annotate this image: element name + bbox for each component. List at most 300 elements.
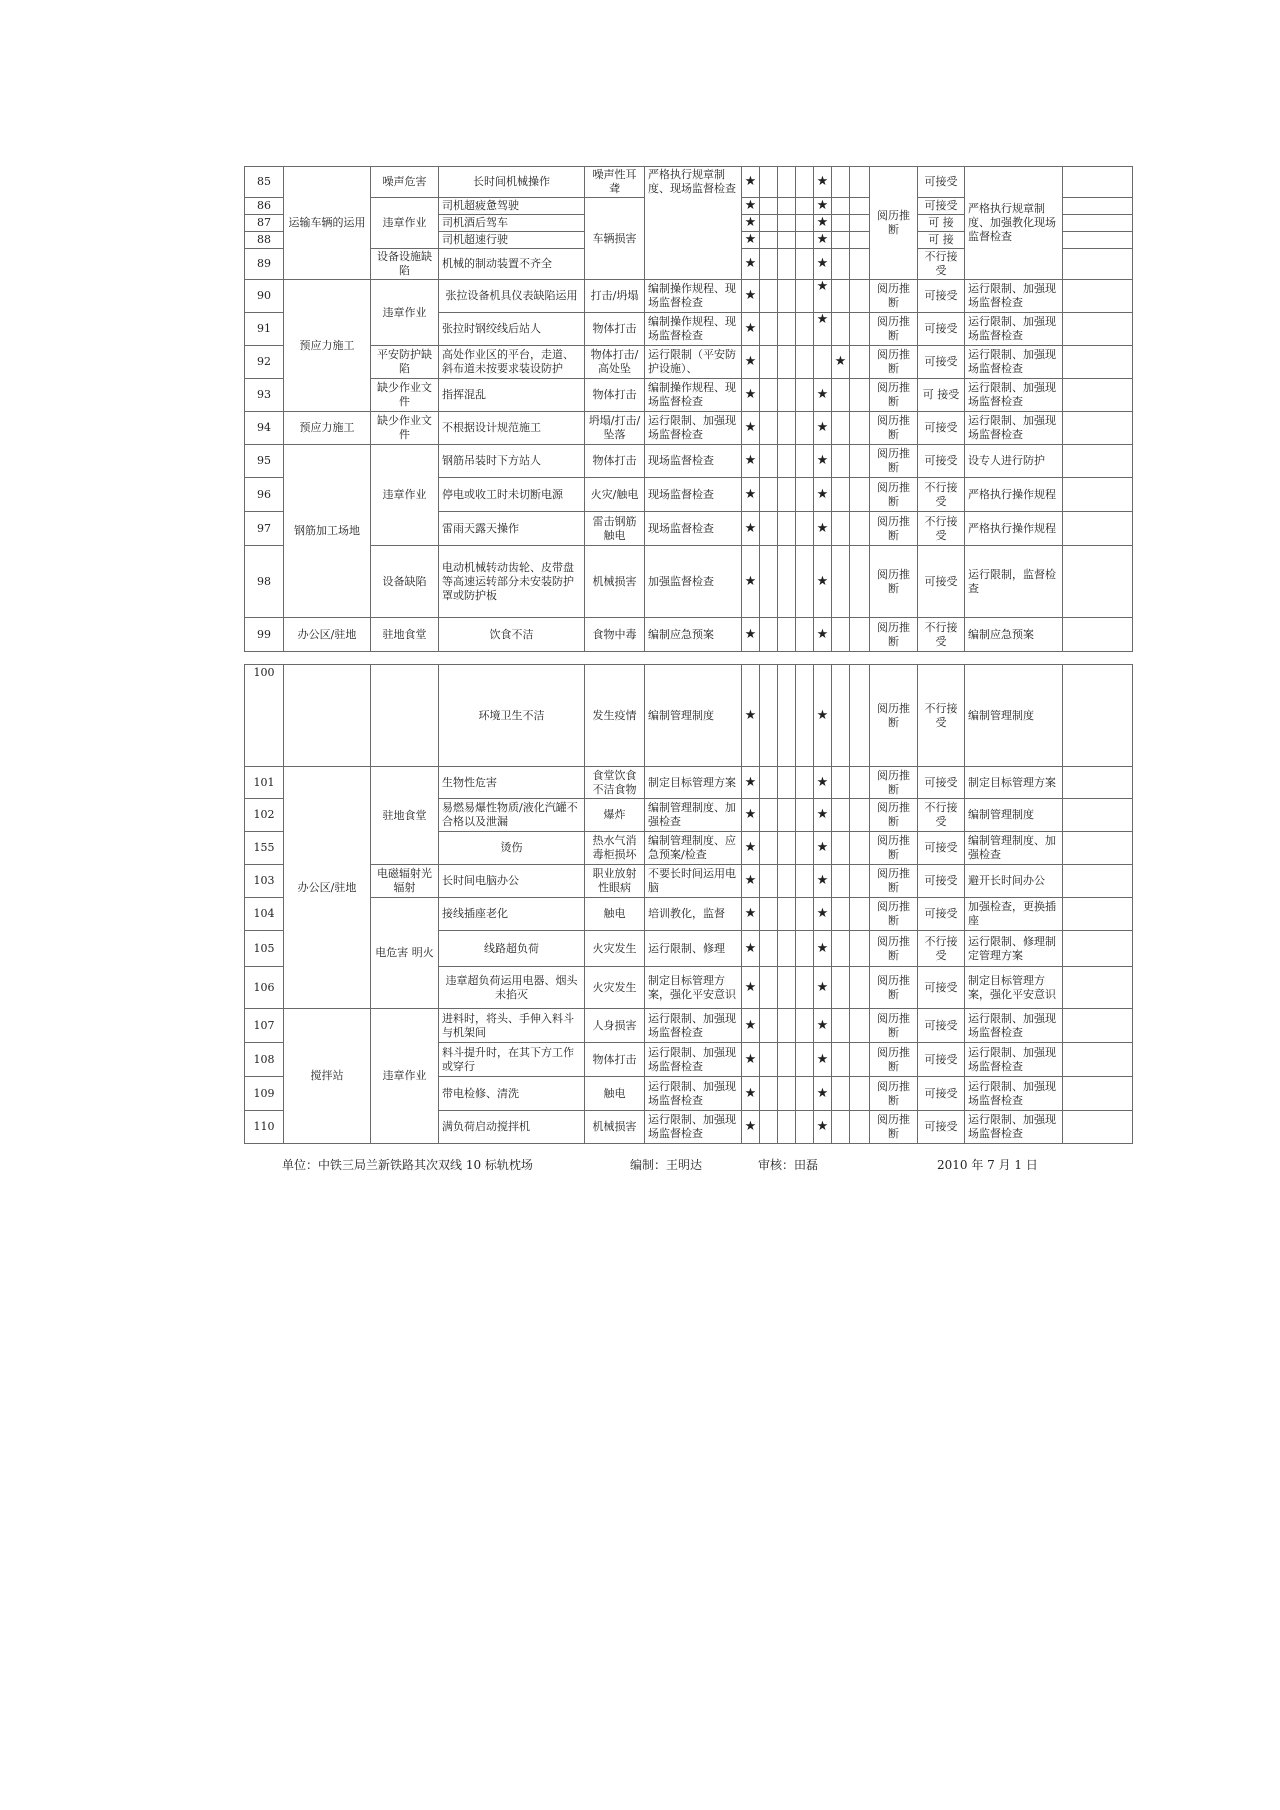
star-icon: ★ (814, 1111, 832, 1144)
empty-cell (284, 665, 371, 767)
hazard-cell: 烫伤 (439, 832, 585, 865)
method-cell: 阅历推断 (870, 665, 918, 767)
row-number: 88 (245, 232, 284, 249)
control-cell: 编制管理制度、加强检查 (645, 799, 742, 832)
row-number: 92 (245, 346, 284, 379)
method-cell: 阅历推断 (870, 346, 918, 379)
empty-cell (778, 967, 796, 1009)
empty-cell (778, 167, 796, 198)
hazard-cell: 违章超负荷运用电器、烟头未掐灭 (439, 967, 585, 1009)
empty-cell (832, 379, 850, 412)
table-row (245, 412, 1133, 445)
empty-cell (1063, 478, 1133, 512)
empty-cell (796, 665, 814, 767)
empty-cell (1063, 1077, 1133, 1111)
empty-cell (850, 346, 870, 379)
measure-cell: 加强检查，更换插座 (965, 898, 1063, 931)
control-cell: 制定目标管理方案，强化平安意识 (645, 967, 742, 1009)
empty-cell (760, 232, 778, 249)
empty-cell (1063, 249, 1133, 280)
star-icon: ★ (742, 799, 760, 832)
row-number: 96 (245, 478, 284, 512)
table-row (245, 665, 1133, 767)
result-cell: 物体打击 (585, 313, 645, 346)
acceptance-cell: 可接受 (918, 546, 965, 618)
empty-cell (796, 967, 814, 1009)
empty-cell (760, 280, 778, 313)
empty-cell (778, 445, 796, 478)
empty-cell (796, 445, 814, 478)
area-cell: 预应力施工 (284, 280, 371, 412)
empty-cell (796, 346, 814, 379)
row-number: 108 (245, 1043, 284, 1077)
empty-cell (778, 249, 796, 280)
result-cell: 机械损害 (585, 1111, 645, 1144)
empty-cell (1063, 198, 1133, 215)
star-icon: ★ (814, 546, 832, 618)
empty-cell (778, 346, 796, 379)
category-cell: 违章作业 (371, 198, 439, 249)
star-icon: ★ (742, 379, 760, 412)
empty-cell (778, 931, 796, 967)
result-cell: 机械损害 (585, 546, 645, 618)
table-row (245, 898, 1133, 931)
control-cell: 编制操作规程、现场监督检查 (645, 280, 742, 313)
control-cell: 现场监督检查 (645, 478, 742, 512)
star-icon: ★ (742, 865, 760, 898)
star-icon: ★ (742, 346, 760, 379)
empty-cell (1063, 931, 1133, 967)
empty-cell (850, 249, 870, 280)
control-cell: 编制管理制度、应急预案/检查 (645, 832, 742, 865)
star-icon: ★ (814, 865, 832, 898)
result-cell: 触电 (585, 1077, 645, 1111)
empty-cell (850, 313, 870, 346)
star-icon: ★ (742, 1077, 760, 1111)
measure-cell: 设专人进行防护 (965, 445, 1063, 478)
hazard-cell: 料斗提升时，在其下方工作或穿行 (439, 1043, 585, 1077)
result-cell: 热水气消毒柜损坏 (585, 832, 645, 865)
empty-cell (850, 546, 870, 618)
category-cell: 电危害 明火 (371, 898, 439, 1009)
method-cell: 阅历推断 (870, 1009, 918, 1043)
category-cell: 设备设施缺陷 (371, 249, 439, 280)
acceptance-cell: 不行接受 (918, 249, 965, 280)
empty-cell (778, 1077, 796, 1111)
empty-cell (1063, 412, 1133, 445)
method-cell: 阅历推断 (870, 379, 918, 412)
star-icon: ★ (814, 931, 832, 967)
empty-cell (832, 512, 850, 546)
control-cell: 运行限制、加强现场监督检查 (645, 1111, 742, 1144)
method-cell: 阅历推断 (870, 280, 918, 313)
hazard-cell: 雷雨天露天操作 (439, 512, 585, 546)
result-cell: 人身损害 (585, 1009, 645, 1043)
acceptance-cell: 可接受 (918, 1111, 965, 1144)
measure-cell: 制定目标管理方案 (965, 767, 1063, 799)
empty-cell (850, 799, 870, 832)
area-cell: 搅拌站 (284, 1009, 371, 1144)
empty-cell (760, 445, 778, 478)
empty-cell (832, 167, 850, 198)
star-icon: ★ (742, 767, 760, 799)
result-cell: 触电 (585, 898, 645, 931)
date-label: 2010 年 7 月 1 日 (937, 1158, 1038, 1172)
area-cell: 办公区/驻地 (284, 618, 371, 652)
method-cell: 阅历推断 (870, 931, 918, 967)
star-icon: ★ (814, 967, 832, 1009)
star-icon: ★ (814, 412, 832, 445)
empty-cell (371, 665, 439, 767)
hazard-cell: 长时间机械操作 (439, 167, 585, 198)
empty-cell (760, 665, 778, 767)
row-number: 90 (245, 280, 284, 313)
empty-cell (778, 478, 796, 512)
result-cell: 物体打击/高处坠 (585, 346, 645, 379)
measure-cell: 编制管理制度、加强检查 (965, 832, 1063, 865)
control-cell: 编制操作规程、现场监督检查 (645, 379, 742, 412)
area-cell: 钢筋加工场地 (284, 445, 371, 618)
empty-cell (796, 931, 814, 967)
measure-cell: 运行限制、加强现场监督检查 (965, 1077, 1063, 1111)
star-icon: ★ (814, 512, 832, 546)
empty-cell (778, 379, 796, 412)
result-cell: 爆炸 (585, 799, 645, 832)
star-icon: ★ (742, 832, 760, 865)
empty-cell (850, 167, 870, 198)
row-number: 93 (245, 379, 284, 412)
row-number: 86 (245, 198, 284, 215)
control-cell: 加强监督检查 (645, 546, 742, 618)
empty-cell (850, 379, 870, 412)
star-icon: ★ (742, 618, 760, 652)
empty-cell (1063, 1009, 1133, 1043)
empty-cell (778, 799, 796, 832)
hazard-cell: 高处作业区的平台，走道、斜布道未按要求装设防护 (439, 346, 585, 379)
category-cell: 违章作业 (371, 445, 439, 546)
control-cell: 编制管理制度 (645, 665, 742, 767)
category-cell: 平安防护缺陷 (371, 346, 439, 379)
table-row (245, 167, 1133, 198)
empty-cell (832, 865, 850, 898)
hazard-cell: 机械的制动装置不齐全 (439, 249, 585, 280)
empty-cell (832, 1009, 850, 1043)
measure-cell: 严格执行操作规程 (965, 478, 1063, 512)
star-icon: ★ (742, 512, 760, 546)
star-icon: ★ (814, 280, 832, 313)
star-icon: ★ (742, 478, 760, 512)
star-icon: ★ (814, 249, 832, 280)
empty-cell (1063, 618, 1133, 652)
signature-footer (282, 1156, 1112, 1174)
empty-cell (832, 232, 850, 249)
result-cell: 火灾/触电 (585, 478, 645, 512)
method-cell: 阅历推断 (870, 1043, 918, 1077)
method-cell: 阅历推断 (870, 512, 918, 546)
measure-cell: 运行限制、修理制定管理方案 (965, 931, 1063, 967)
measure-cell: 编制管理制度 (965, 665, 1063, 767)
empty-cell (796, 167, 814, 198)
method-cell: 阅历推断 (870, 618, 918, 652)
star-icon: ★ (814, 379, 832, 412)
empty-cell (1063, 546, 1133, 618)
measure-cell: 编制管理制度 (965, 799, 1063, 832)
empty-cell (760, 1009, 778, 1043)
result-cell: 打击/坍塌 (585, 280, 645, 313)
empty-cell (850, 865, 870, 898)
acceptance-cell: 不行接受 (918, 512, 965, 546)
hazard-cell: 电动机械转动齿轮、皮带盘等高速运转部分未安装防护罩或防护板 (439, 546, 585, 618)
hazard-cell: 司机酒后驾车 (439, 215, 585, 232)
star-icon: ★ (742, 313, 760, 346)
empty-cell (760, 898, 778, 931)
method-cell: 阅历推断 (870, 412, 918, 445)
empty-cell (778, 546, 796, 618)
table-row (245, 280, 1133, 313)
acceptance-cell: 可接受 (918, 865, 965, 898)
empty-cell (778, 618, 796, 652)
acceptance-cell: 可接受 (918, 1043, 965, 1077)
hazard-cell: 接线插座老化 (439, 898, 585, 931)
empty-cell (796, 232, 814, 249)
result-cell: 雷击钢筋触电 (585, 512, 645, 546)
measure-cell: 运行限制、加强现场监督检查 (965, 1043, 1063, 1077)
category-cell: 电磁辐射光辐射 (371, 865, 439, 898)
empty-cell (778, 313, 796, 346)
empty-cell (850, 445, 870, 478)
empty-cell (796, 767, 814, 799)
method-cell: 阅历推断 (870, 478, 918, 512)
empty-cell (832, 412, 850, 445)
star-icon: ★ (814, 799, 832, 832)
empty-cell (850, 618, 870, 652)
star-icon: ★ (814, 767, 832, 799)
star-icon: ★ (742, 931, 760, 967)
empty-cell (796, 478, 814, 512)
star-icon: ★ (742, 445, 760, 478)
empty-cell (760, 478, 778, 512)
empty-cell (778, 665, 796, 767)
empty-cell (1063, 346, 1133, 379)
result-cell: 物体打击 (585, 379, 645, 412)
table-row (245, 445, 1133, 478)
empty-cell (1063, 967, 1133, 1009)
hazard-cell: 环境卫生不洁 (439, 665, 585, 767)
row-number: 155 (245, 832, 284, 865)
empty-cell (1063, 665, 1133, 767)
empty-cell (760, 249, 778, 280)
hazard-cell: 满负荷启动搅拌机 (439, 1111, 585, 1144)
result-cell: 食堂饮食不洁食物 (585, 767, 645, 799)
row-number: 99 (245, 618, 284, 652)
empty-cell (1063, 832, 1133, 865)
empty-cell (1063, 512, 1133, 546)
star-icon: ★ (742, 1111, 760, 1144)
empty-cell (832, 665, 850, 767)
method-cell: 阅历推断 (870, 445, 918, 478)
empty-cell (850, 967, 870, 1009)
row-number: 95 (245, 445, 284, 478)
hazard-cell: 停电或收工时未切断电源 (439, 478, 585, 512)
empty-cell (796, 512, 814, 546)
empty-cell (850, 665, 870, 767)
empty-cell (760, 767, 778, 799)
empty-cell (850, 215, 870, 232)
empty-cell (832, 1111, 850, 1144)
star-icon: ★ (814, 665, 832, 767)
empty-cell (832, 1077, 850, 1111)
empty-cell (760, 1111, 778, 1144)
empty-cell (1063, 767, 1133, 799)
hazard-cell: 带电检修、清洗 (439, 1077, 585, 1111)
empty-cell (760, 546, 778, 618)
star-icon: ★ (742, 280, 760, 313)
control-cell: 运行限制、修理 (645, 931, 742, 967)
empty-cell (850, 767, 870, 799)
star-icon: ★ (742, 215, 760, 232)
measure-cell: 编制应急预案 (965, 618, 1063, 652)
hazard-cell: 钢筋吊装时下方站人 (439, 445, 585, 478)
row-number: 87 (245, 215, 284, 232)
empty-cell (832, 313, 850, 346)
empty-cell (760, 1043, 778, 1077)
empty-cell (760, 865, 778, 898)
empty-cell (1063, 865, 1133, 898)
empty-cell (1063, 799, 1133, 832)
category-cell: 驻地食堂 (371, 767, 439, 865)
acceptance-cell: 可接受 (918, 1077, 965, 1111)
row-number: 89 (245, 249, 284, 280)
empty-cell (778, 232, 796, 249)
star-icon: ★ (814, 832, 832, 865)
empty-cell (796, 1043, 814, 1077)
empty-cell (850, 1043, 870, 1077)
empty-cell (832, 967, 850, 1009)
empty-cell (778, 1043, 796, 1077)
row-number: 103 (245, 865, 284, 898)
empty-cell (778, 898, 796, 931)
empty-cell (760, 618, 778, 652)
empty-cell (778, 1009, 796, 1043)
row-number: 105 (245, 931, 284, 967)
result-cell: 车辆损害 (585, 198, 645, 280)
empty-cell (796, 832, 814, 865)
empty-cell (850, 198, 870, 215)
hazard-cell: 长时间电脑办公 (439, 865, 585, 898)
empty-cell (832, 767, 850, 799)
result-cell: 发生疫情 (585, 665, 645, 767)
editor-label: 编制：王明达 (630, 1158, 703, 1172)
method-cell: 阅历推断 (870, 967, 918, 1009)
hazard-cell: 饮食不洁 (439, 618, 585, 652)
empty-cell (760, 198, 778, 215)
row-number: 102 (245, 799, 284, 832)
empty-cell (760, 967, 778, 1009)
empty-cell (832, 198, 850, 215)
acceptance-cell: 不行接受 (918, 799, 965, 832)
star-icon: ★ (814, 445, 832, 478)
star-icon: ★ (814, 1043, 832, 1077)
acceptance-cell: 可接受 (918, 898, 965, 931)
risk-table-1 (244, 166, 1133, 652)
reviewer-label: 审核：田磊 (758, 1158, 819, 1172)
method-cell: 阅历推断 (870, 313, 918, 346)
control-cell: 运行限制、加强现场监督检查 (645, 412, 742, 445)
measure-cell: 严格执行规章制度、加强教化现场监督检查 (965, 167, 1063, 280)
empty-cell (832, 1043, 850, 1077)
star-icon: ★ (814, 1077, 832, 1111)
star-icon: ★ (742, 167, 760, 198)
control-cell: 编制操作规程、现场监督检查 (645, 313, 742, 346)
control-cell: 编制应急预案 (645, 618, 742, 652)
control-cell: 现场监督检查 (645, 512, 742, 546)
acceptance-cell: 可 接受 (918, 379, 965, 412)
control-cell: 运行限制（平安防护设施）、 (645, 346, 742, 379)
control-cell: 培训教化，监督 (645, 898, 742, 931)
hazard-cell: 不根据设计规范施工 (439, 412, 585, 445)
category-cell: 噪声危害 (371, 167, 439, 198)
category-cell: 设备缺陷 (371, 546, 439, 618)
empty-cell (796, 1111, 814, 1144)
row-number: 109 (245, 1077, 284, 1111)
table-row (245, 618, 1133, 652)
hazard-cell: 生物性危害 (439, 767, 585, 799)
empty-cell (796, 799, 814, 832)
empty-cell (832, 799, 850, 832)
star-icon: ★ (742, 665, 760, 767)
hazard-cell: 张拉时钢绞线后站人 (439, 313, 585, 346)
empty-cell (796, 280, 814, 313)
empty-cell (778, 412, 796, 445)
empty-cell (832, 832, 850, 865)
empty-cell (760, 412, 778, 445)
empty-cell (832, 249, 850, 280)
acceptance-cell: 可 接 (918, 232, 965, 249)
empty-cell (778, 215, 796, 232)
table-row (245, 379, 1133, 412)
row-number: 94 (245, 412, 284, 445)
acceptance-cell: 不行接受 (918, 665, 965, 767)
empty-cell (1063, 1111, 1133, 1144)
empty-cell (1063, 898, 1133, 931)
empty-cell (796, 249, 814, 280)
acceptance-cell: 可接受 (918, 445, 965, 478)
hazard-cell: 司机超速行驶 (439, 232, 585, 249)
method-cell: 阅历推断 (870, 546, 918, 618)
empty-cell (778, 832, 796, 865)
empty-cell (760, 1077, 778, 1111)
method-cell: 阅历推断 (870, 799, 918, 832)
star-icon: ★ (742, 898, 760, 931)
acceptance-cell: 可接受 (918, 167, 965, 198)
star-icon: ★ (814, 167, 832, 198)
star-icon: ★ (814, 232, 832, 249)
row-number: 98 (245, 546, 284, 618)
acceptance-cell: 可接受 (918, 313, 965, 346)
category-cell: 缺少作业文件 (371, 412, 439, 445)
method-cell: 阅历推断 (870, 832, 918, 865)
acceptance-cell: 可 接 (918, 215, 965, 232)
category-cell: 违章作业 (371, 280, 439, 346)
empty-cell (1063, 280, 1133, 313)
empty-cell (832, 280, 850, 313)
table-row (245, 1009, 1133, 1043)
empty-cell (832, 215, 850, 232)
area-cell: 预应力施工 (284, 412, 371, 445)
hazard-cell: 进料时，将头、手伸入料斗与机架间 (439, 1009, 585, 1043)
star-icon: ★ (742, 412, 760, 445)
acceptance-cell: 可接受 (918, 280, 965, 313)
